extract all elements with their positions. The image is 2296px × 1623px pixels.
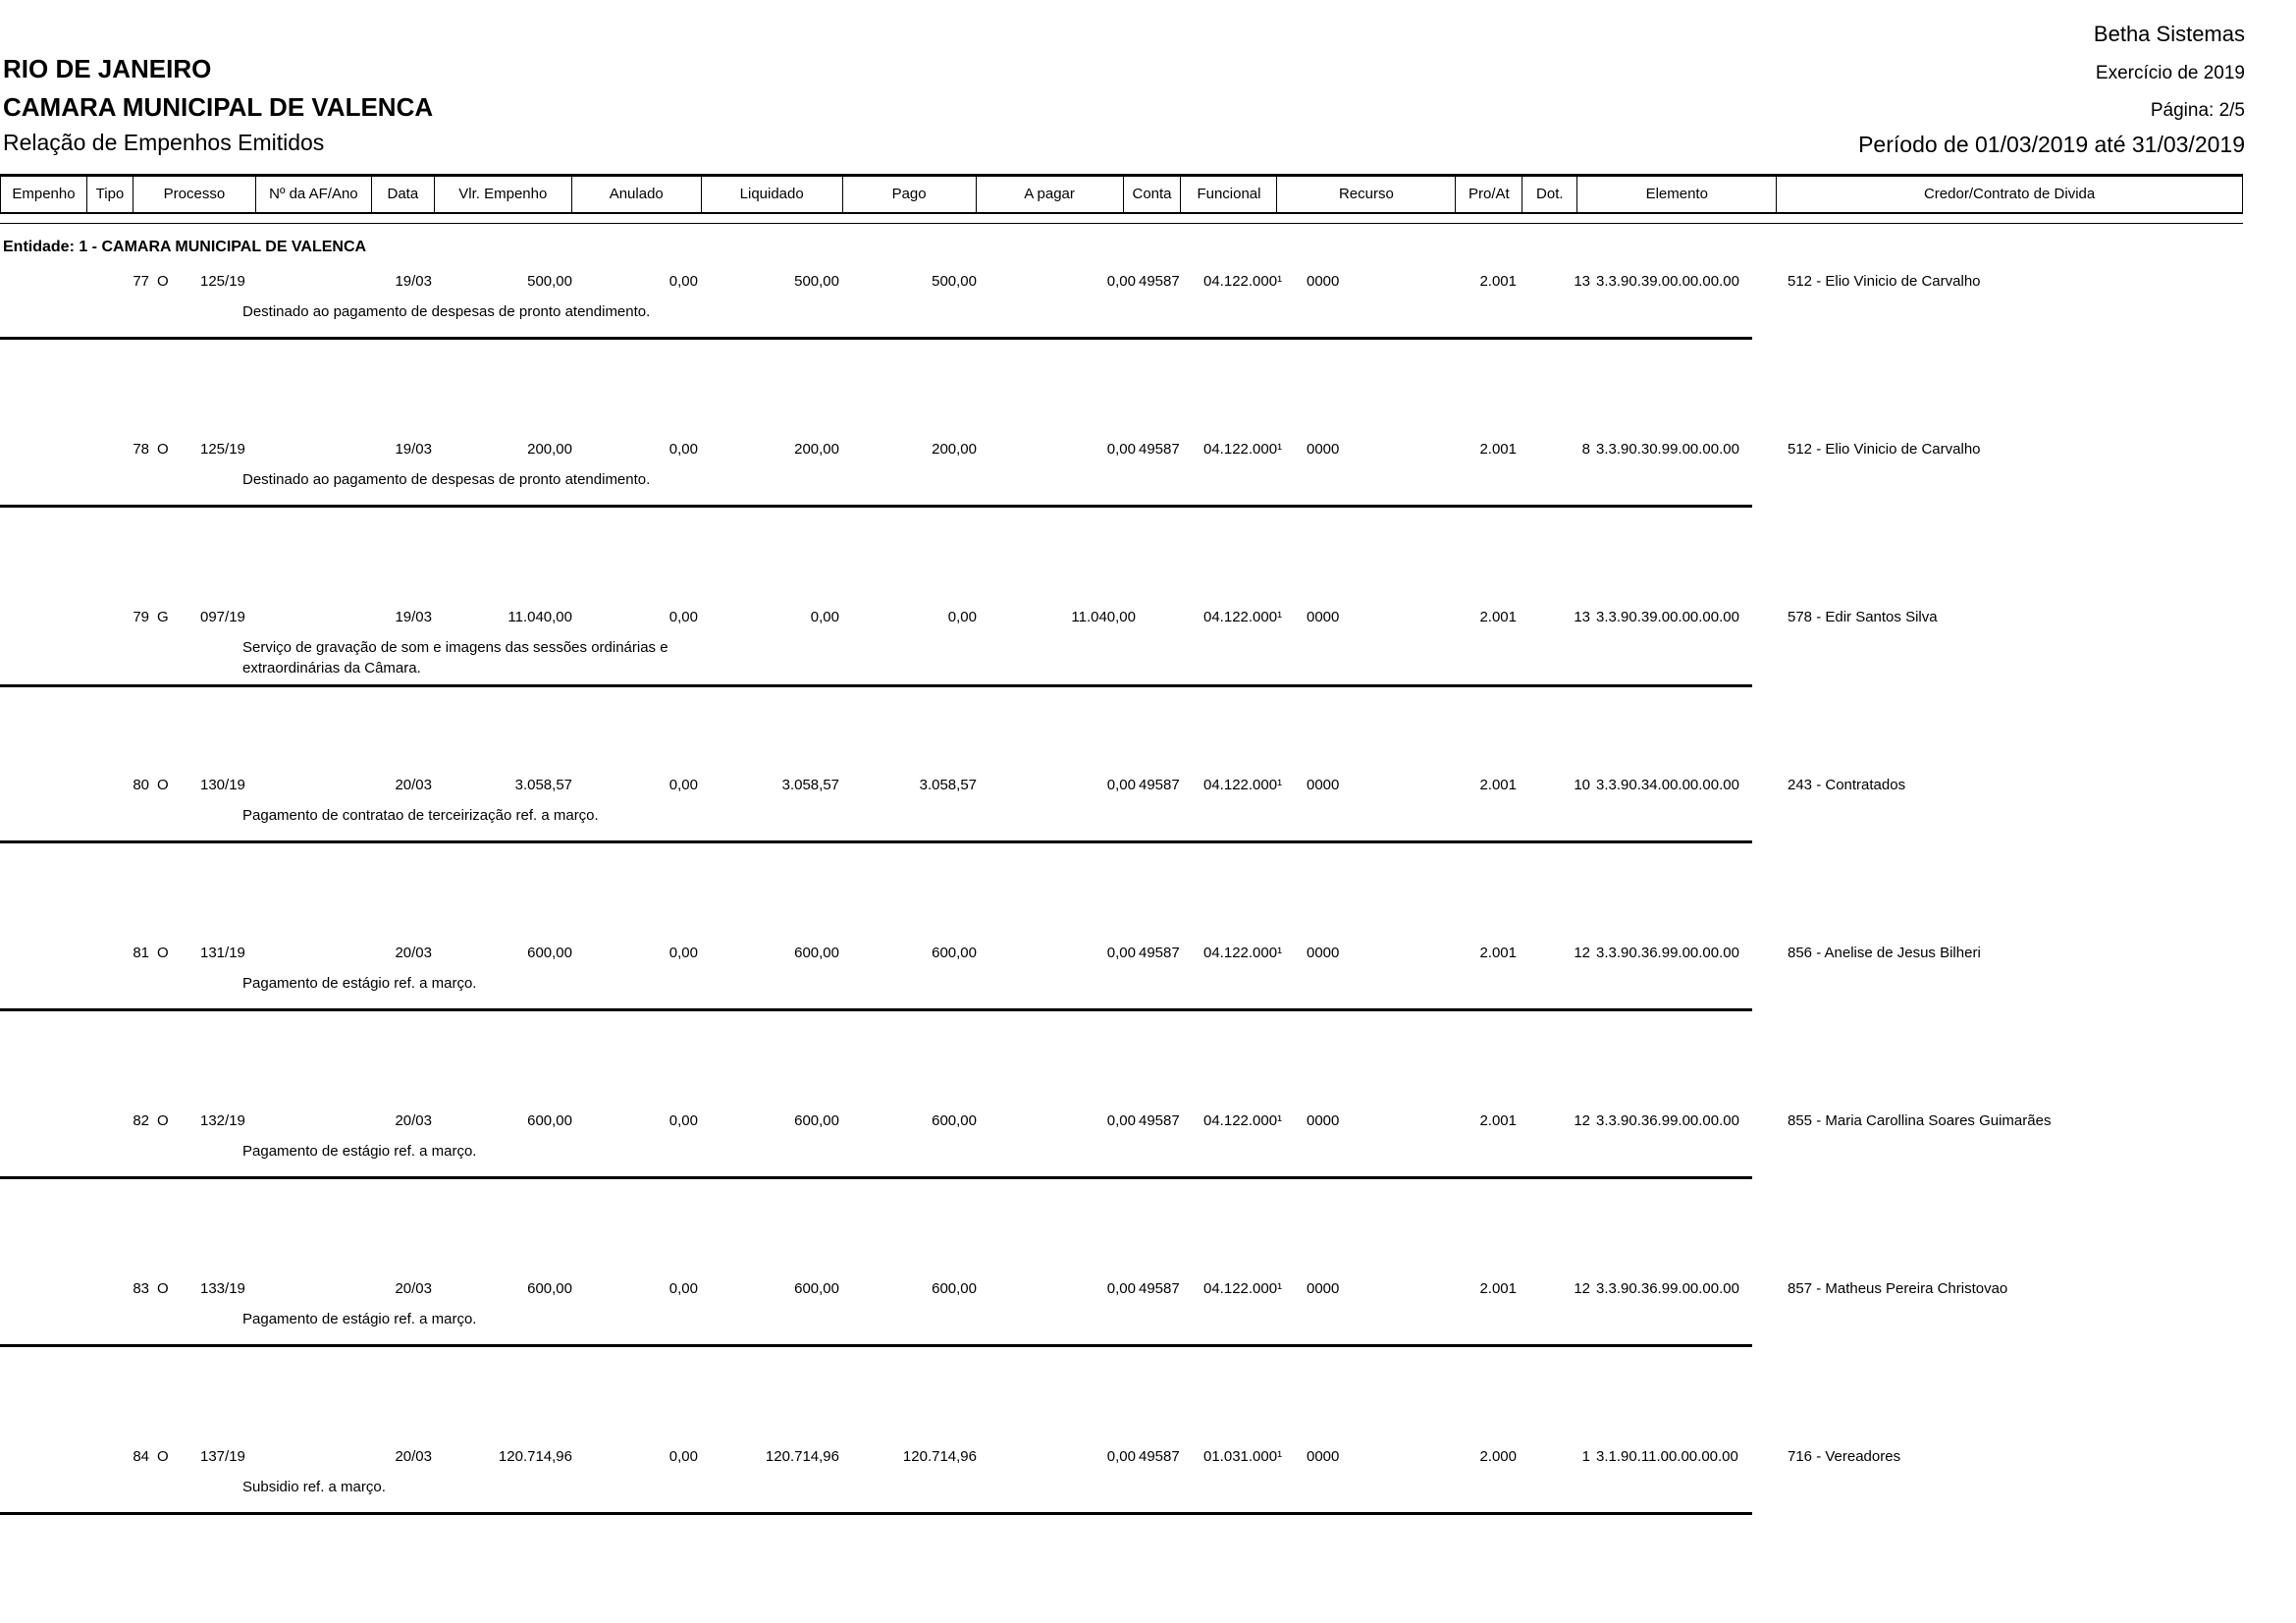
empenho-description: Destinado ao pagamento de despesas de pronto atendimento. — [242, 303, 651, 320]
cell-vlr-empenho: 600,00 — [527, 945, 572, 961]
period-label: Período de 01/03/2019 até 31/03/2019 — [1858, 132, 2245, 157]
cell-tipo: O — [157, 1280, 169, 1297]
col-header-processo: Processo — [133, 176, 256, 213]
cell-vlr-empenho: 120.714,96 — [498, 1448, 572, 1465]
cell-anulado: 0,00 — [668, 441, 698, 458]
cell-processo: 131/19 — [200, 945, 245, 961]
cell-pago: 600,00 — [932, 1280, 977, 1297]
cell-processo: 125/19 — [200, 273, 245, 290]
col-header-funcional: Funcional — [1181, 176, 1277, 213]
cell-vlr-empenho: 3.058,57 — [514, 777, 572, 793]
entity-line: Entidade: 1 - CAMARA MUNICIPAL DE VALENCA — [3, 239, 367, 255]
cell-empenho: 83 — [133, 1280, 149, 1297]
cell-vlr-empenho: 200,00 — [527, 441, 572, 458]
empenho-row — [0, 776, 2243, 944]
cell-empenho: 77 — [133, 273, 149, 290]
cell-funcional: 04.122.000¹ — [1203, 945, 1283, 961]
col-header-pro-at: Pro/At — [1456, 176, 1522, 213]
empenho-values-line — [0, 776, 2243, 794]
cell-pro-at: 2.001 — [1479, 441, 1517, 458]
cell-conta: 49587 — [1139, 777, 1180, 793]
cell-processo: 097/19 — [200, 609, 245, 625]
cell-dot: 8 — [1581, 441, 1590, 458]
empenho-values-line — [0, 1447, 2243, 1466]
empenho-description: Serviço de gravação de som e imagens das sessões ordinárias e extraordinárias da Câmara. — [242, 639, 668, 676]
cell-elemento: 3.3.90.36.99.00.00.00 — [1596, 1280, 1739, 1297]
cell-pro-at: 2.001 — [1479, 1280, 1517, 1297]
cell-a-pagar: 0,00 — [1106, 777, 1136, 793]
rows — [0, 272, 2243, 1615]
cell-anulado: 0,00 — [668, 1448, 698, 1465]
cell-pro-at: 2.001 — [1479, 273, 1517, 290]
cell-pro-at: 2.000 — [1479, 1448, 1517, 1465]
cell-processo: 125/19 — [200, 441, 245, 458]
col-header-recurso: Recurso — [1277, 176, 1456, 213]
row-divider-rule — [0, 684, 1752, 687]
cell-processo: 133/19 — [200, 1280, 245, 1297]
cell-recurso: 0000 — [1307, 777, 1340, 793]
cell-a-pagar: 0,00 — [1106, 441, 1136, 458]
cell-pago: 600,00 — [932, 1112, 977, 1129]
cell-tipo: O — [157, 441, 169, 458]
cell-elemento: 3.3.90.30.99.00.00.00 — [1596, 441, 1739, 458]
cell-liquidado: 600,00 — [794, 1112, 839, 1129]
empenho-row — [0, 272, 2243, 440]
cell-liquidado: 0,00 — [810, 609, 839, 625]
cell-data: 20/03 — [395, 945, 432, 961]
row-divider-rule — [0, 1008, 1752, 1011]
cell-funcional: 01.031.000¹ — [1203, 1448, 1283, 1465]
cell-a-pagar: 0,00 — [1106, 1280, 1136, 1297]
empenho-description: Pagamento de estágio ref. a março. — [242, 1311, 477, 1327]
cell-funcional: 04.122.000¹ — [1203, 273, 1283, 290]
cell-funcional: 04.122.000¹ — [1203, 441, 1283, 458]
cell-recurso: 0000 — [1307, 1112, 1340, 1129]
cell-liquidado: 600,00 — [794, 1280, 839, 1297]
row-divider-rule — [0, 337, 1752, 340]
cell-conta: 49587 — [1139, 1448, 1180, 1465]
cell-funcional: 04.122.000¹ — [1203, 1112, 1283, 1129]
cell-recurso: 0000 — [1307, 1280, 1340, 1297]
cell-credor: 578 - Edir Santos Silva — [1788, 609, 1938, 625]
cell-anulado: 0,00 — [668, 273, 698, 290]
vendor-name: Betha Sistemas — [2093, 22, 2245, 46]
col-header-dot: Dot. — [1522, 176, 1577, 213]
cell-liquidado: 3.058,57 — [781, 777, 839, 793]
empenho-row — [0, 440, 2243, 608]
cell-recurso: 0000 — [1307, 1448, 1340, 1465]
cell-dot: 12 — [1574, 1280, 1590, 1297]
row-divider-rule — [0, 1512, 1752, 1515]
cell-anulado: 0,00 — [668, 1112, 698, 1129]
empenho-values-line — [0, 1279, 2243, 1298]
cell-credor: 856 - Anelise de Jesus Bilheri — [1788, 945, 1981, 961]
cell-liquidado: 500,00 — [794, 273, 839, 290]
cell-dot: 1 — [1581, 1448, 1590, 1465]
cell-anulado: 0,00 — [668, 777, 698, 793]
col-header-credor: Credor/Contrato de Divida — [1777, 176, 2243, 213]
col-header-vlr-empenho: Vlr. Empenho — [435, 176, 572, 213]
cell-recurso: 0000 — [1307, 273, 1340, 290]
cell-elemento: 3.3.90.36.99.00.00.00 — [1596, 945, 1739, 961]
cell-a-pagar: 0,00 — [1106, 1448, 1136, 1465]
cell-tipo: O — [157, 1448, 169, 1465]
cell-processo: 137/19 — [200, 1448, 245, 1465]
table-header-row — [0, 177, 2243, 214]
cell-vlr-empenho: 11.040,00 — [507, 609, 572, 625]
cell-elemento: 3.3.90.39.00.00.00.00 — [1596, 273, 1739, 290]
cell-empenho: 78 — [133, 441, 149, 458]
cell-empenho: 80 — [133, 777, 149, 793]
cell-vlr-empenho: 600,00 — [527, 1112, 572, 1129]
cell-credor: 512 - Elio Vinicio de Carvalho — [1788, 273, 1981, 290]
cell-liquidado: 600,00 — [794, 945, 839, 961]
cell-elemento: 3.3.90.34.00.00.00.00 — [1596, 777, 1739, 793]
col-header-conta: Conta — [1124, 176, 1182, 213]
empenho-row — [0, 608, 2243, 776]
cell-data: 19/03 — [395, 441, 432, 458]
cell-liquidado: 200,00 — [794, 441, 839, 458]
cell-pago: 3.058,57 — [919, 777, 977, 793]
empenho-values-line — [0, 440, 2243, 459]
cell-conta: 49587 — [1139, 945, 1180, 961]
cell-pago: 0,00 — [947, 609, 977, 625]
header-bottom-rule — [0, 223, 2243, 224]
cell-data: 20/03 — [395, 1112, 432, 1129]
cell-pago: 120.714,96 — [902, 1448, 977, 1465]
cell-dot: 12 — [1574, 945, 1590, 961]
empenho-values-line — [0, 1111, 2243, 1130]
col-header-liquidado: Liquidado — [702, 176, 843, 213]
state-name: RIO DE JANEIRO — [3, 54, 212, 83]
col-header-empenho: Empenho — [1, 176, 87, 213]
cell-a-pagar: 0,00 — [1106, 273, 1136, 290]
cell-pago: 500,00 — [932, 273, 977, 290]
col-header-a-pagar: A pagar — [977, 176, 1124, 213]
cell-a-pagar: 0,00 — [1106, 945, 1136, 961]
cell-empenho: 79 — [133, 609, 149, 625]
empenho-row — [0, 944, 2243, 1111]
cell-credor: 855 - Maria Carollina Soares Guimarães — [1788, 1112, 2052, 1129]
empenho-description: Destinado ao pagamento de despesas de pronto atendimento. — [242, 471, 651, 488]
empenho-description: Pagamento de estágio ref. a março. — [242, 1143, 477, 1160]
cell-funcional: 04.122.000¹ — [1203, 1280, 1283, 1297]
cell-data: 19/03 — [395, 609, 432, 625]
cell-data: 20/03 — [395, 1280, 432, 1297]
cell-pro-at: 2.001 — [1479, 777, 1517, 793]
empenho-values-line — [0, 944, 2243, 962]
cell-elemento: 3.3.90.36.99.00.00.00 — [1596, 1112, 1739, 1129]
cell-tipo: O — [157, 777, 169, 793]
empenho-row — [0, 1279, 2243, 1447]
cell-pro-at: 2.001 — [1479, 945, 1517, 961]
col-header-af-ano: Nº da AF/Ano — [256, 176, 372, 213]
cell-vlr-empenho: 500,00 — [527, 273, 572, 290]
cell-a-pagar: 0,00 — [1106, 1112, 1136, 1129]
row-divider-rule — [0, 840, 1752, 843]
cell-dot: 10 — [1574, 777, 1590, 793]
cell-anulado: 0,00 — [668, 609, 698, 625]
cell-pro-at: 2.001 — [1479, 609, 1517, 625]
cell-recurso: 0000 — [1307, 609, 1340, 625]
col-header-pago: Pago — [843, 176, 977, 213]
cell-dot: 13 — [1574, 273, 1590, 290]
cell-recurso: 0000 — [1307, 945, 1340, 961]
cell-data: 19/03 — [395, 273, 432, 290]
cell-dot: 12 — [1574, 1112, 1590, 1129]
cell-pago: 600,00 — [932, 945, 977, 961]
empenho-description: Pagamento de contratao de terceirização ref. a março. — [242, 807, 599, 824]
cell-vlr-empenho: 600,00 — [527, 1280, 572, 1297]
empenho-values-line — [0, 608, 2243, 626]
cell-tipo: O — [157, 1112, 169, 1129]
cell-elemento: 3.1.90.11.00.00.00.00 — [1596, 1448, 1738, 1465]
cell-processo: 130/19 — [200, 777, 245, 793]
cell-a-pagar: 11.040,00 — [1071, 609, 1136, 625]
cell-data: 20/03 — [395, 777, 432, 793]
cell-funcional: 04.122.000¹ — [1203, 609, 1283, 625]
cell-credor: 857 - Matheus Pereira Christovao — [1788, 1280, 2008, 1297]
empenho-values-line — [0, 272, 2243, 291]
cell-credor: 512 - Elio Vinicio de Carvalho — [1788, 441, 1981, 458]
cell-conta: 49587 — [1139, 273, 1180, 290]
cell-empenho: 84 — [133, 1448, 149, 1465]
empenho-row — [0, 1447, 2243, 1615]
cell-conta: 49587 — [1139, 441, 1180, 458]
cell-recurso: 0000 — [1307, 441, 1340, 458]
empenho-row — [0, 1111, 2243, 1279]
empenho-description: Pagamento de estágio ref. a março. — [242, 975, 477, 992]
row-divider-rule — [0, 1344, 1752, 1347]
cell-conta: 49587 — [1139, 1112, 1180, 1129]
col-header-elemento: Elemento — [1577, 176, 1777, 213]
cell-funcional: 04.122.000¹ — [1203, 777, 1283, 793]
cell-empenho: 81 — [133, 945, 149, 961]
cell-dot: 13 — [1574, 609, 1590, 625]
row-divider-rule — [0, 505, 1752, 508]
cell-tipo: O — [157, 945, 169, 961]
cell-conta — [1136, 608, 1200, 626]
cell-data: 20/03 — [395, 1448, 432, 1465]
cell-pro-at: 2.001 — [1479, 1112, 1517, 1129]
col-header-anulado: Anulado — [572, 176, 702, 213]
exercise-label: Exercício de 2019 — [2095, 63, 2245, 83]
row-divider-rule — [0, 1176, 1752, 1179]
page-number: Página: 2/5 — [2150, 100, 2245, 121]
cell-elemento: 3.3.90.39.00.00.00.00 — [1596, 609, 1739, 625]
cell-tipo: O — [157, 273, 169, 290]
cell-anulado: 0,00 — [668, 1280, 698, 1297]
cell-anulado: 0,00 — [668, 945, 698, 961]
report-title: Relação de Empenhos Emitidos — [3, 130, 325, 155]
cell-conta: 49587 — [1139, 1280, 1180, 1297]
col-header-data: Data — [372, 176, 435, 213]
empenho-description: Subsidio ref. a março. — [242, 1479, 386, 1495]
cell-liquidado: 120.714,96 — [765, 1448, 839, 1465]
entity-name: CAMARA MUNICIPAL DE VALENCA — [3, 92, 434, 122]
col-header-tipo: Tipo — [87, 176, 133, 213]
cell-tipo: G — [157, 609, 169, 625]
cell-pago: 200,00 — [932, 441, 977, 458]
cell-credor: 716 - Vereadores — [1788, 1448, 1901, 1465]
cell-credor: 243 - Contratados — [1788, 777, 1906, 793]
cell-processo: 132/19 — [200, 1112, 245, 1129]
cell-empenho: 82 — [133, 1112, 149, 1129]
